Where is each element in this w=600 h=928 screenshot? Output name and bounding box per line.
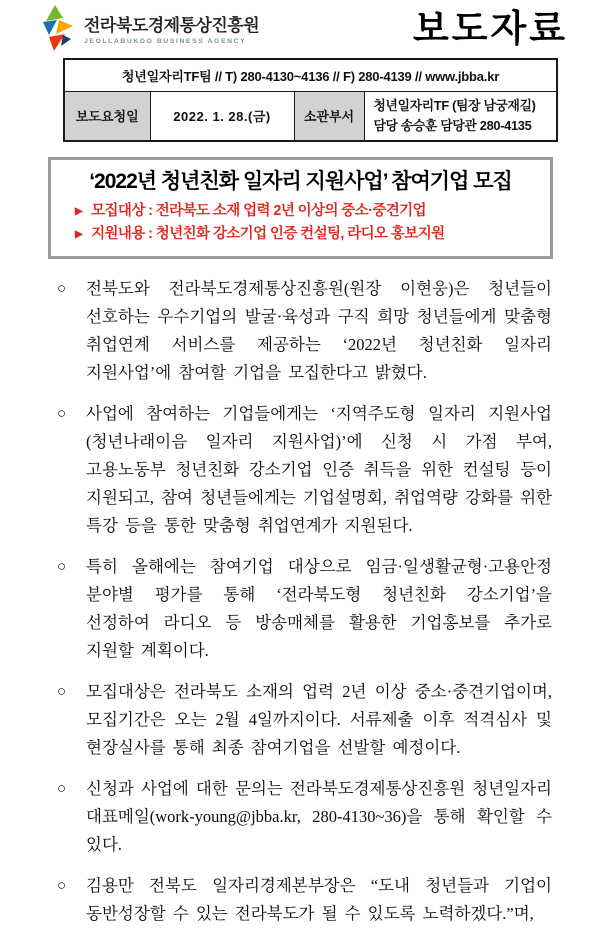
agency-logo-text bbox=[84, 5, 259, 45]
press-info-table bbox=[63, 58, 558, 142]
detail-row bbox=[64, 92, 557, 141]
circle-bullet-icon: ○ bbox=[57, 280, 67, 298]
title-bullet-support-content bbox=[75, 223, 540, 246]
circle-bullet-icon: ○ bbox=[57, 683, 67, 701]
agency-logo bbox=[40, 5, 259, 53]
triangle-bullet-icon: ▶ bbox=[75, 205, 83, 217]
agency-name-korean: 전라북도경제통상진흥원 bbox=[84, 16, 260, 35]
paragraph-text: 김용만 전북도 일자리경제본부장은 “도내 청년들과 기업이 동반성장할 수 있는 전라북도가 될 수 있도록 노력하겠다.”며, bbox=[86, 876, 552, 924]
paragraph-this-year-plan bbox=[57, 553, 552, 665]
paragraph-text: 사업에 참여하는 기업들에게는 ‘지역주도형 일자리 지원사업(청년나래이음 일자리 지원사업)’에 신청 시 가점 부여, 고용노동부 청년친화 강소기업 인증 취득을 위한 컨설팅 등이 지원되고, 참여 청년들에게는 기업설명회, 취업역량 강화를 위한 특강 등을 통한 맞춤형 취업연계가 지원된다. bbox=[86, 404, 552, 536]
triangle-bullet-icon: ▶ bbox=[75, 229, 83, 241]
department-team: 청년일자리TF (팀장 남궁재길) bbox=[373, 98, 536, 113]
title-bullet-text: 모집대상 : 전라북도 소재 업력 2년 이상의 중소·중견기업 bbox=[91, 202, 426, 219]
contact-row bbox=[64, 59, 557, 92]
paragraph-company-benefits bbox=[57, 400, 552, 540]
request-date-value: 2022. 1. 28.(금) bbox=[150, 92, 294, 141]
request-date-label: 보도요청일 bbox=[64, 92, 150, 141]
paragraph-recruit-period bbox=[57, 678, 552, 762]
agency-logo-icon bbox=[40, 5, 78, 53]
paragraph-text: 모집대상은 전라북도 소재의 업력 2년 이상 중소·중견기업이며, 모집기간은 오는 2월 4일까지이다. 서류제출 이후 적격심사 및 현장실사를 통해 최종 참여기업을 선발할 예정이다. bbox=[86, 682, 552, 758]
circle-bullet-icon: ○ bbox=[57, 780, 67, 798]
title-bullet-text: 지원내용 : 청년친화 강소기업 인증 컨설팅, 라디오 홍보지원 bbox=[91, 226, 445, 243]
paragraph-inquiry bbox=[57, 775, 552, 859]
title-bullet-recruit-target bbox=[75, 200, 540, 223]
circle-bullet-icon: ○ bbox=[57, 405, 67, 423]
paragraph-text: 특히 올해에는 참여기업 대상으로 임금·일생활균형·고용안정 분야별 평가를 통해 ‘전라북도형 청년친화 강소기업’을 선정하여 라디오 등 방송매체를 활용한 기업홍보를 추가로 지원할 계획이다. bbox=[86, 557, 552, 661]
header bbox=[0, 0, 600, 56]
department-info bbox=[364, 92, 557, 141]
agency-name-english: JEOLLABUKDO BUSINESS AGENCY bbox=[84, 37, 247, 45]
circle-bullet-icon: ○ bbox=[57, 558, 67, 576]
paragraph-official-quote bbox=[57, 872, 552, 928]
press-title-bullets bbox=[75, 200, 540, 246]
paragraph-text: 전북도와 전라북도경제통상진흥원(원장 이현웅)은 청년들이 선호하는 우수기업의 발굴·육성과 구직 희망 청년들에게 맞춤형 취업연계 서비스를 제공하는 ‘2022년 청년친화 일자리 지원사업’에 참여할 기업을 모집한다고 밝혔다. bbox=[86, 279, 552, 383]
contact-line: 청년일자리TF팀 // T) 280-4130~4136 // F) 280-4139 // www.jbba.kr bbox=[64, 59, 557, 92]
document-type-title: 보도자료 bbox=[413, 8, 568, 49]
circle-bullet-icon: ○ bbox=[57, 877, 67, 895]
paragraph-text: 신청과 사업에 대한 문의는 전라북도경제통상진흥원 청년일자리 대표메일(work-young@jbba.kr, 280-4130~36)을 통해 확인할 수 있다. bbox=[86, 779, 552, 855]
department-label: 소관부서 bbox=[294, 92, 364, 141]
press-title: ‘2022년 청년친화 일자리 지원사업’ 참여기업 모집 bbox=[89, 169, 512, 193]
paragraph-announcement bbox=[57, 275, 552, 387]
department-contact: 담당 송승훈 담당관 280-4135 bbox=[373, 117, 532, 133]
press-title-box bbox=[48, 157, 553, 260]
press-body bbox=[57, 275, 552, 928]
